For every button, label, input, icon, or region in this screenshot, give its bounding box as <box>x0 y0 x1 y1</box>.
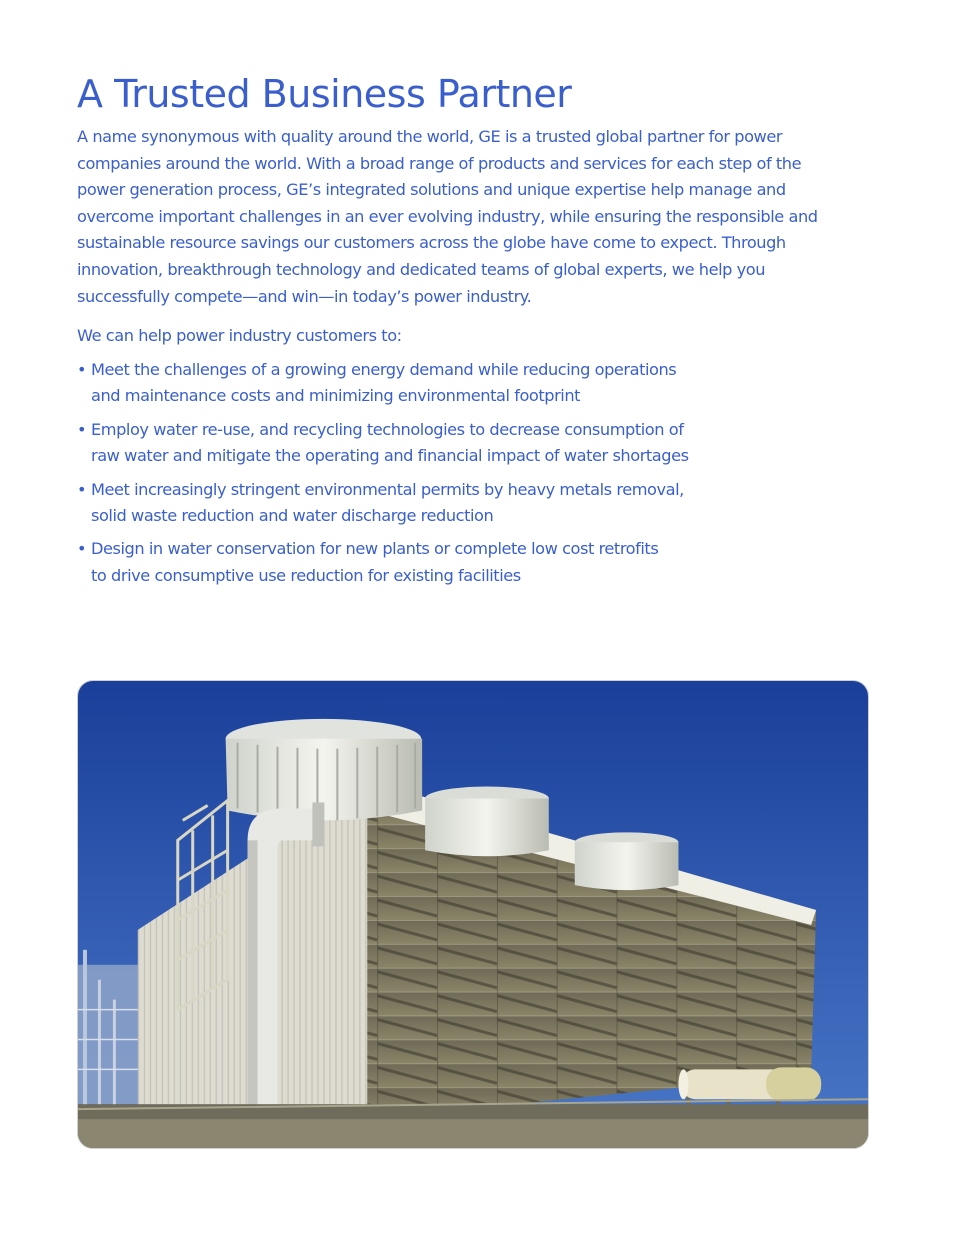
list-item-line: to drive consumptive use reduction for existing facilities <box>91 565 521 585</box>
benefit-list <box>77 357 727 596</box>
intro-line: successfully compete—and win—in today’s power industry. <box>77 286 532 306</box>
list-item <box>77 536 727 588</box>
list-item-line: raw water and mitigate the operating and financial impact of water shortages <box>91 446 689 465</box>
intro-line: overcome important challenges in an ever evolving industry, while ensuring the responsible and <box>77 206 818 226</box>
intro-line: A name synonymous with quality around the world, GE is a trusted global partner for power <box>77 127 783 146</box>
list-item-line: Employ water re-use, and recycling technologies to decrease consumption of <box>91 419 684 439</box>
intro-line: sustainable resource savings our customers across the globe have come to expect. Through <box>77 233 786 253</box>
list-item-line: and maintenance costs and minimizing environmental footprint <box>91 386 581 406</box>
intro-line: innovation, breakthrough technology and dedicated teams of global experts, we help you <box>77 259 766 279</box>
list-item <box>77 357 727 409</box>
bullet-icon: • <box>77 419 87 439</box>
background-structure <box>78 950 138 1109</box>
bullet-icon: • <box>77 479 87 499</box>
list-item-line: Meet the challenges of a growing energy demand while reducing operations <box>91 360 677 379</box>
lead-text: We can help power industry customers to: <box>77 326 402 345</box>
list-item <box>77 417 727 469</box>
list-item <box>77 477 727 529</box>
intro-paragraph <box>77 124 847 310</box>
list-item-line: solid waste reduction and water discharge reduction <box>91 505 494 525</box>
bullet-icon: • <box>77 539 87 559</box>
list-item-line: Meet increasingly stringent environmental permits by heavy metals removal, <box>91 479 684 499</box>
intro-line: power generation process, GE’s integrated solutions and unique expertise help manage and <box>77 180 786 200</box>
intro-line: companies around the world. With a broad range of products and services for each step of the <box>77 153 802 173</box>
cooling-tower-photo <box>77 680 869 1149</box>
page-title: A Trusted Business Partner <box>77 72 572 116</box>
bullet-icon: • <box>77 360 87 379</box>
list-item-line: Design in water conservation for new plants or complete low cost retrofits <box>91 539 659 559</box>
cooling-tower-illustration <box>78 681 868 1148</box>
